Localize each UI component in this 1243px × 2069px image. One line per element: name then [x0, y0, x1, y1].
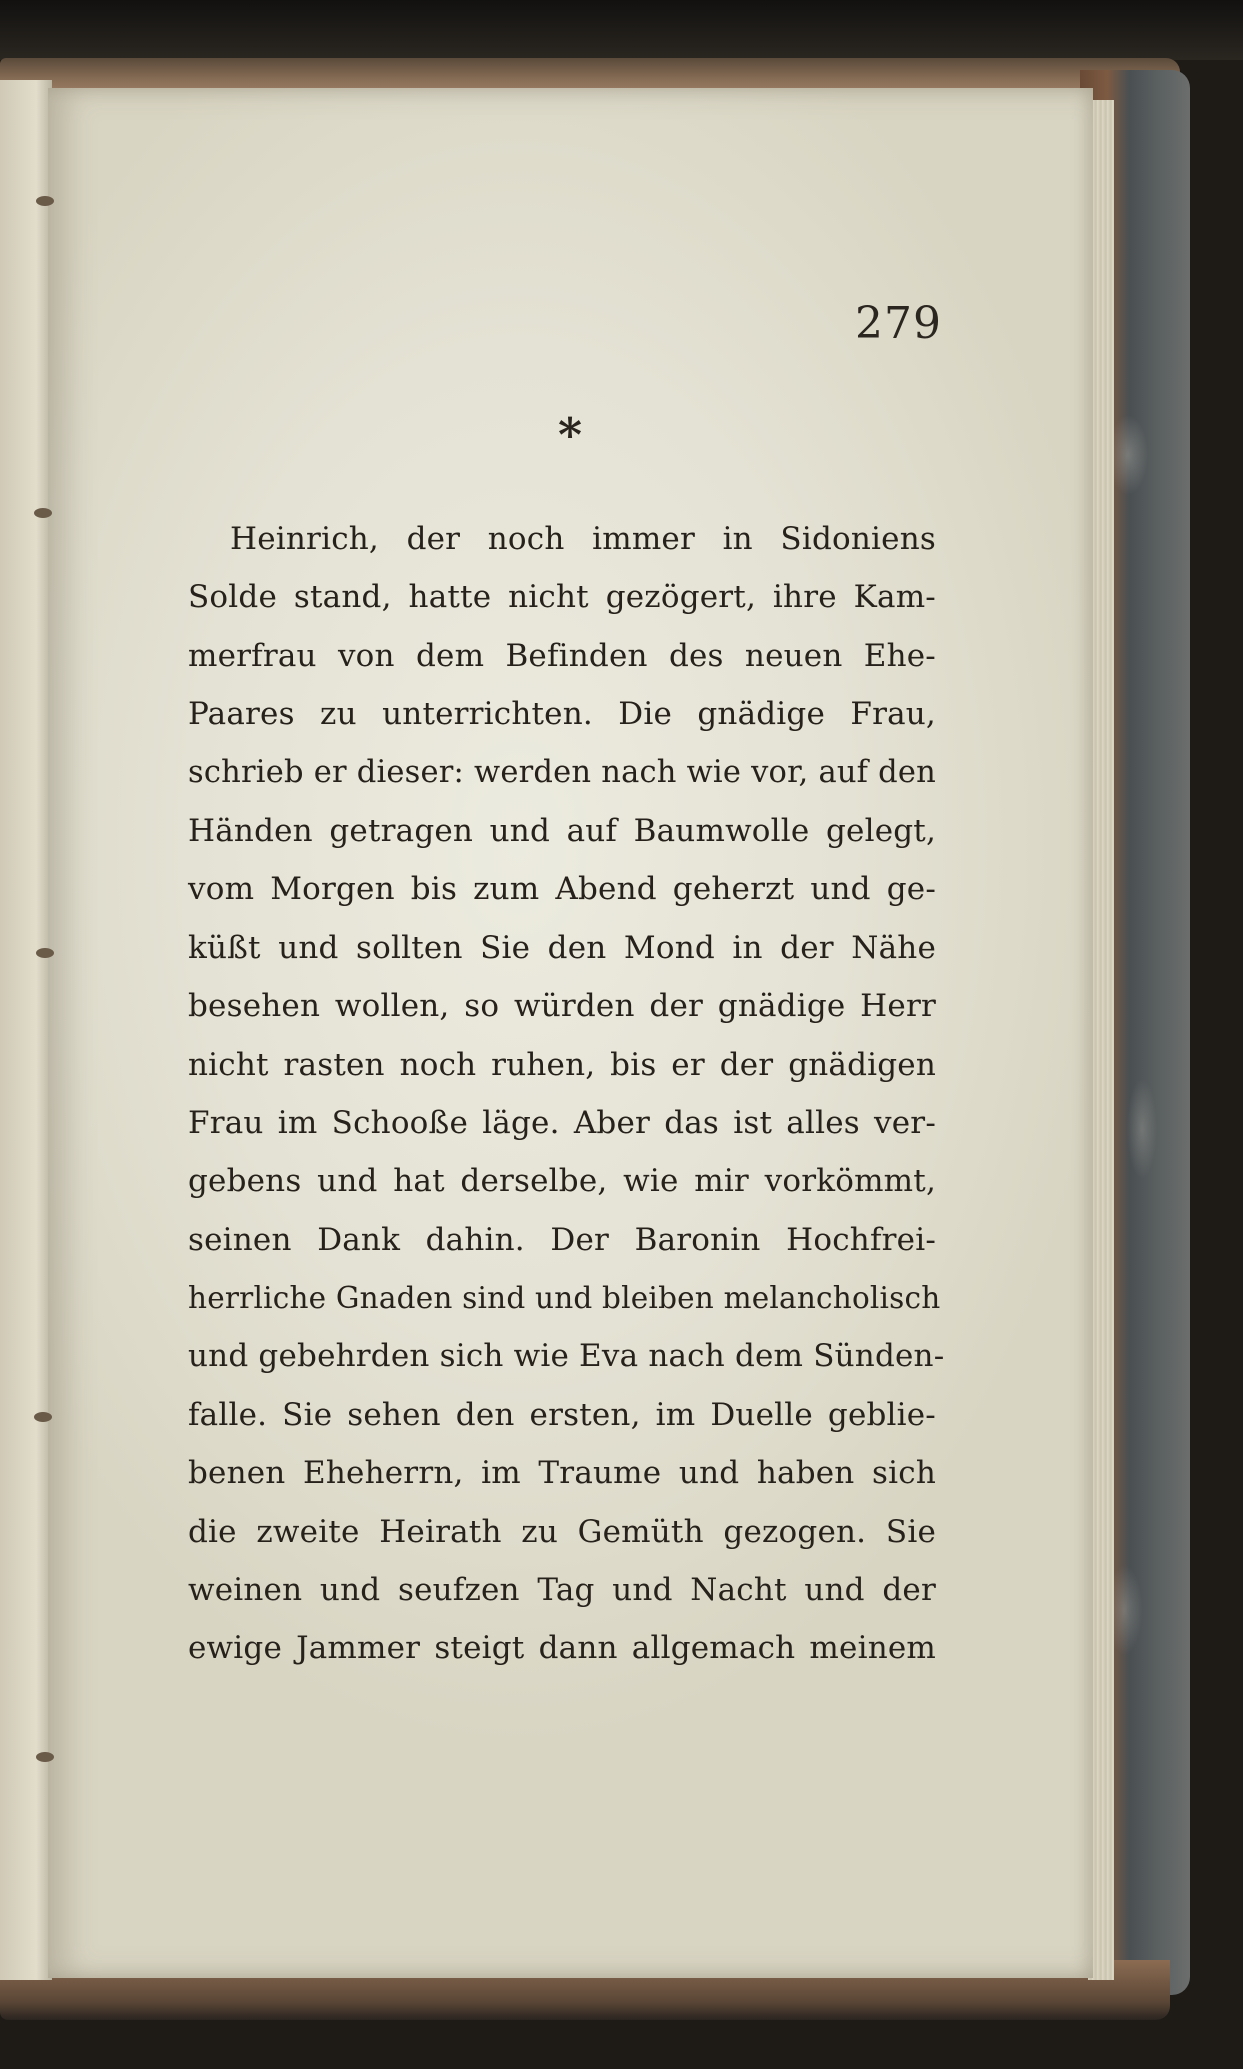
text-line: ewige Jammer steigt dann allgemach meinem: [188, 1630, 936, 1667]
text-line: merfrau von dem Befinden des neuen Ehe-: [188, 637, 936, 674]
facing-page-edge: [0, 80, 52, 1980]
text-line: benen Eheherrn, im Traume und haben sich: [188, 1455, 936, 1492]
text-line: Paares zu unterrichten. Die gnädige Frau,: [188, 696, 936, 733]
text-line: seinen Dank dahin. Der Baronin Hochfrei-: [188, 1221, 936, 1258]
text-line: schrieb er dieser: werden nach wie vor, auf den: [188, 754, 936, 790]
binding-mark: [36, 948, 54, 958]
section-mark: *: [558, 408, 583, 462]
body-text: [188, 510, 945, 1678]
text-line: die zweite Heirath zu Gemüth gezogen. Sie: [188, 1513, 936, 1550]
text-line: besehen wollen, so würden der gnädige Herr: [188, 988, 936, 1025]
background-top: [0, 0, 1243, 60]
text-line: Heinrich, der noch immer in Sidoniens: [230, 521, 936, 557]
text-line: Händen getragen und auf Baumwolle gelegt,: [188, 812, 936, 849]
binding-mark: [36, 196, 54, 206]
binding-mark: [36, 1752, 54, 1762]
text-line: nicht rasten noch ruhen, bis er der gnädigen: [188, 1046, 936, 1083]
text-line: weinen und seufzen Tag und Nacht und der: [188, 1572, 936, 1609]
text-line: herrliche Gnaden sind und bleiben melancholisch: [188, 1281, 941, 1316]
text-line: gebens und hat derselbe, wie mir vorkömmt,: [188, 1163, 936, 1200]
binding-mark: [34, 508, 52, 518]
text-line: falle. Sie sehen den ersten, im Duelle geblie-: [188, 1396, 936, 1433]
text-line: Frau im Schooße läge. Aber das ist alles ver-: [188, 1104, 936, 1141]
text-line: Solde stand, hatte nicht gezögert, ihre Kam-: [188, 579, 936, 616]
page-number: 279: [855, 298, 942, 349]
binding-mark: [34, 1412, 52, 1422]
text-line: und gebehrden sich wie Eva nach dem Sünden-: [188, 1338, 945, 1375]
text-line: küßt und sollten Sie den Mond in der Nähe: [188, 929, 936, 966]
text-line: vom Morgen bis zum Abend geherzt und ge-: [188, 871, 936, 908]
